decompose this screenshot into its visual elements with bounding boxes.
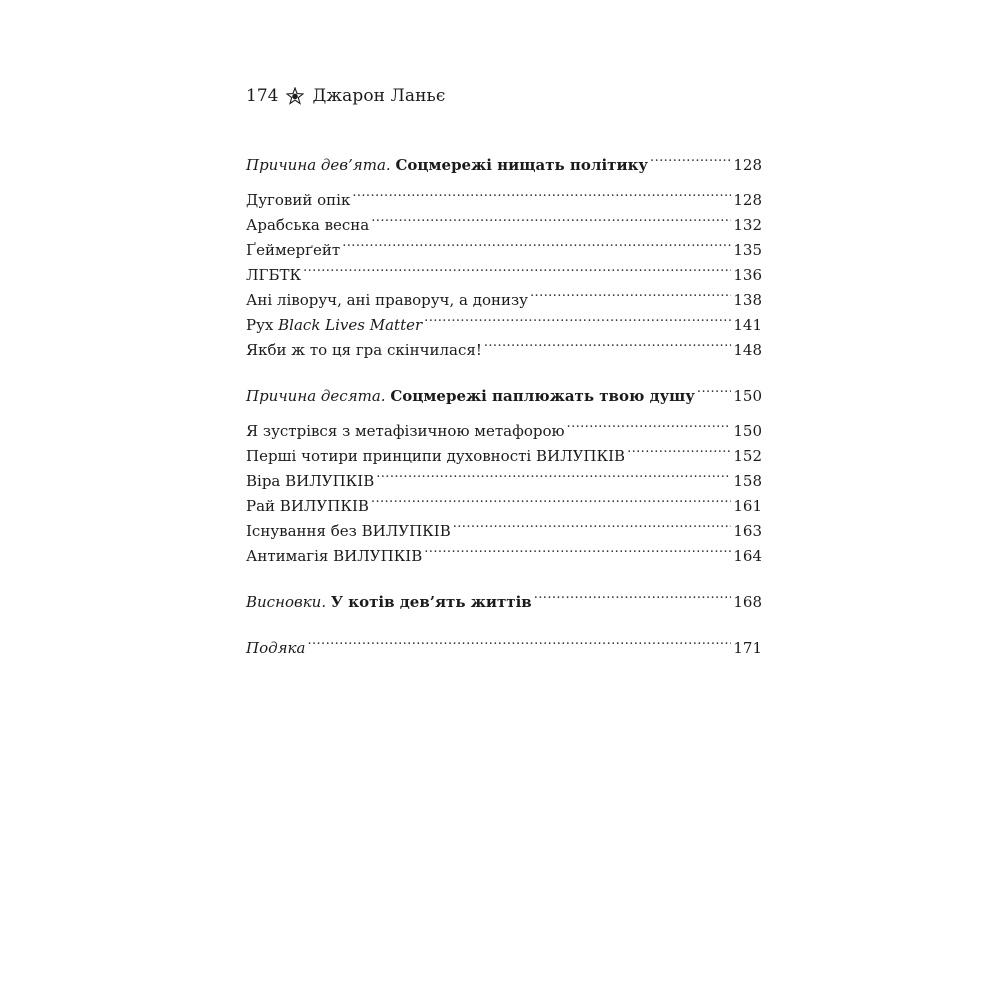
dot-leader [534,582,732,607]
toc-chapter-10[interactable] [246,376,762,405]
chapter-title: У котів дев’ять життів [330,593,532,611]
page-ref: 150 [733,387,762,405]
dot-leader [376,461,731,486]
entry-label: Рай ВИЛУПКІВ [246,497,369,515]
dot-leader [697,376,731,401]
page-ref: 163 [733,522,762,540]
entry-label: Подяка [246,639,306,657]
entry-label: Якби ж то ця гра скінчилася! [246,341,482,359]
toc-entry[interactable] [246,280,762,309]
page-ref: 141 [733,316,762,334]
page-ref: 150 [733,422,762,440]
dot-leader [424,305,731,330]
dot-leader [342,230,731,255]
page-ref: 135 [733,241,762,259]
dot-leader [567,411,732,436]
dot-leader [530,280,731,305]
chapter-title: Соцмережі нищать політику [395,156,649,174]
page-ref: 138 [733,291,762,309]
chapter-prefix: Причина десята. [246,387,386,405]
entry-label: Я зустрівся з метафізичною метафорою [246,422,565,440]
dot-leader [371,486,731,511]
book-page [246,84,762,657]
entry-label: Віра ВИЛУПКІВ [246,472,375,490]
chapter-heading [246,384,695,409]
page-ref: 136 [733,266,762,284]
entry-label: Дуговий опік [246,191,351,209]
entry-label: Перші чотири принципи духовності ВИЛУПКІВ [246,447,626,465]
entry-label: ЛГБТК [246,266,302,284]
page-ref: 152 [733,447,762,465]
table-of-contents [246,145,762,657]
dot-leader [371,205,731,230]
chapter-prefix: Причина дев’ята. [246,156,391,174]
dot-leader [424,536,731,561]
dot-leader [307,628,731,653]
dot-leader [303,255,731,280]
entry-label: Антимагія ВИЛУПКІВ [246,547,423,565]
page-ref: 164 [733,547,762,565]
dot-leader [484,330,732,355]
chapter-heading [246,153,648,178]
entry-label: Арабська весна [246,216,370,234]
chapter-title: Соцмережі паплюжать твою душу [390,387,695,405]
author-name: Джарон Ланьє [312,86,446,106]
dot-leader [453,511,732,536]
star-flower-icon [286,87,304,105]
toc-entry[interactable] [246,411,762,440]
dot-leader [627,436,731,461]
chapter-heading [246,590,532,615]
entry-label-italic: Black Lives Matter [278,316,423,334]
page-ref: 158 [733,472,762,490]
page-ref: 171 [733,639,762,657]
page-ref: 132 [733,216,762,234]
entry-label-plain: Рух [246,316,279,334]
toc-entry[interactable] [246,180,762,209]
page-ref: 168 [733,593,762,611]
toc-acknowledgements[interactable] [246,628,762,657]
page-number: 174 [246,86,279,106]
entry-label: Ані ліворуч, ані праворуч, а донизу [246,291,528,309]
toc-chapter-9[interactable] [246,145,762,174]
entry-label [246,313,422,338]
page-ref: 128 [733,156,762,174]
page-ref: 148 [733,341,762,359]
toc-entry[interactable] [246,255,762,284]
toc-conclusions[interactable] [246,582,762,611]
page-ref: 128 [733,191,762,209]
dot-leader [650,145,731,170]
chapter-prefix: Висновки. [246,593,327,611]
entry-label: Існування без ВИЛУПКІВ [246,522,451,540]
page-ref: 161 [733,497,762,515]
running-head [246,84,762,108]
dot-leader [352,180,731,205]
entry-label: Ґеймерґейт [246,241,341,259]
